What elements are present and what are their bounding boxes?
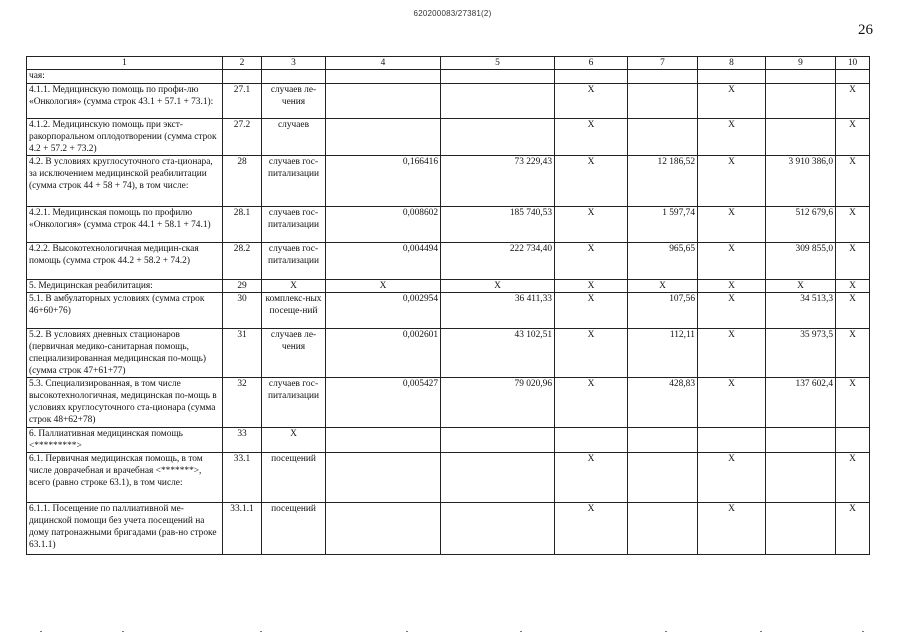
col10-value: Х (836, 503, 870, 555)
row-unit (262, 70, 326, 84)
col5-value (441, 70, 555, 84)
table-row (27, 207, 870, 243)
col8-value: Х (698, 207, 766, 243)
col7-value (628, 503, 698, 555)
table-row (27, 119, 870, 156)
col6-value: Х (555, 378, 628, 428)
col4-value (326, 503, 441, 555)
scan-dot (760, 631, 762, 632)
col4-value (326, 119, 441, 156)
col8-value: Х (698, 293, 766, 329)
row-code (223, 70, 262, 84)
col7-value: 112,11 (628, 329, 698, 378)
header-cell: 7 (628, 57, 698, 70)
col9-value (766, 453, 836, 503)
col6-value: Х (555, 243, 628, 280)
col10-value: Х (836, 293, 870, 329)
col10-value (836, 70, 870, 84)
col5-value: 222 734,40 (441, 243, 555, 280)
col6-value: Х (555, 207, 628, 243)
row-unit: Х (262, 280, 326, 293)
row-description: 4.1.2. Медицинскую помощь при экст-ракорпоральном оплодотворении (сумма строк 4.2 + 57.2 + 73.2) (27, 119, 223, 156)
row-code: 32 (223, 378, 262, 428)
col10-value: Х (836, 280, 870, 293)
header-cell: 3 (262, 57, 326, 70)
col5-value (441, 453, 555, 503)
col4-value (326, 453, 441, 503)
row-description: 6.1. Первичная медицинская помощь, в том числе доврачебная и врачебная <*******>, всего (равно строке 63.1), в том числе: (27, 453, 223, 503)
col8-value: Х (698, 84, 766, 119)
col5-value: Х (441, 280, 555, 293)
col6-value (555, 70, 628, 84)
header-cell: 8 (698, 57, 766, 70)
row-description: 4.2. В условиях круглосуточного ста-ционара, за исключением медицинской реабилитации (сумма строк 44 + 58 + 74), в том числе: (27, 156, 223, 207)
col6-value: Х (555, 119, 628, 156)
row-description: 5. Медицинская реабилитация: (27, 280, 223, 293)
col8-value: Х (698, 378, 766, 428)
col6-value: Х (555, 156, 628, 207)
col9-value (766, 119, 836, 156)
col8-value: Х (698, 119, 766, 156)
table-row (27, 329, 870, 378)
col10-value: Х (836, 207, 870, 243)
page-number: 26 (858, 22, 873, 38)
row-description: 5.1. В амбулаторных условиях (сумма строк 46+60+76) (27, 293, 223, 329)
col5-value (441, 503, 555, 555)
table-row (27, 453, 870, 503)
col7-value (628, 453, 698, 503)
header-cell: 4 (326, 57, 441, 70)
document-id: 620200083/27381(2) (413, 9, 492, 18)
col6-value: Х (555, 280, 628, 293)
col4-value: 0,008602 (326, 207, 441, 243)
col4-value: 0,002954 (326, 293, 441, 329)
row-unit: Х (262, 428, 326, 453)
scan-dot (40, 631, 42, 632)
row-unit: посещений (262, 453, 326, 503)
row-unit: посещений (262, 503, 326, 555)
col8-value: Х (698, 156, 766, 207)
col4-value (326, 70, 441, 84)
col7-value: Х (628, 280, 698, 293)
table-row (27, 243, 870, 280)
col5-value: 79 020,96 (441, 378, 555, 428)
row-code: 31 (223, 329, 262, 378)
scan-dot (122, 631, 124, 632)
col7-value (628, 428, 698, 453)
col6-value: Х (555, 329, 628, 378)
row-unit: случаев гос-питализации (262, 207, 326, 243)
row-code: 28 (223, 156, 262, 207)
col8-value (698, 70, 766, 84)
col4-value: 0,166416 (326, 156, 441, 207)
col8-value: Х (698, 453, 766, 503)
scan-noise (0, 631, 905, 637)
col9-value: 3 910 386,0 (766, 156, 836, 207)
col7-value: 1 597,74 (628, 207, 698, 243)
scan-dot (665, 631, 667, 632)
col5-value: 185 740,53 (441, 207, 555, 243)
col5-value (441, 84, 555, 119)
table-row (27, 84, 870, 119)
col9-value: 35 973,5 (766, 329, 836, 378)
row-unit: случаев гос-питализации (262, 243, 326, 280)
row-code: 30 (223, 293, 262, 329)
header-cell: 10 (836, 57, 870, 70)
col10-value: Х (836, 329, 870, 378)
table-row (27, 503, 870, 555)
table-header-row (27, 57, 870, 70)
header-cell: 5 (441, 57, 555, 70)
row-description: 4.1.1. Медицинскую помощь по профи-лю «Онкология» (сумма строк 43.1 + 57.1 + 73.1): (27, 84, 223, 119)
col5-value (441, 119, 555, 156)
col9-value: 34 513,3 (766, 293, 836, 329)
table-row (27, 156, 870, 207)
col6-value (555, 428, 628, 453)
col10-value: Х (836, 453, 870, 503)
col8-value (698, 428, 766, 453)
row-code: 33 (223, 428, 262, 453)
table-row (27, 378, 870, 428)
row-unit: случаев ле-чения (262, 329, 326, 378)
scan-dot (520, 631, 522, 632)
col4-value: 0,002601 (326, 329, 441, 378)
col9-value (766, 84, 836, 119)
col5-value (441, 428, 555, 453)
scan-dot (406, 631, 408, 632)
col6-value: Х (555, 453, 628, 503)
col9-value: 137 602,4 (766, 378, 836, 428)
row-code: 27.1 (223, 84, 262, 119)
row-code: 27.2 (223, 119, 262, 156)
col9-value (766, 503, 836, 555)
header-cell: 9 (766, 57, 836, 70)
col7-value (628, 84, 698, 119)
row-code: 33.1 (223, 453, 262, 503)
col6-value: Х (555, 293, 628, 329)
table-row (27, 428, 870, 453)
col9-value: Х (766, 280, 836, 293)
header-cell: 1 (27, 57, 223, 70)
col8-value: Х (698, 243, 766, 280)
col6-value: Х (555, 503, 628, 555)
col7-value: 965,65 (628, 243, 698, 280)
col4-value (326, 84, 441, 119)
row-unit: случаев гос-питализации (262, 156, 326, 207)
table-row (27, 70, 870, 84)
scan-dot (862, 631, 864, 632)
row-code: 28.2 (223, 243, 262, 280)
col9-value (766, 70, 836, 84)
col7-value (628, 70, 698, 84)
col9-value (766, 428, 836, 453)
col10-value: Х (836, 243, 870, 280)
row-unit: комплекс-ных посеще-ний (262, 293, 326, 329)
col6-value: Х (555, 84, 628, 119)
col10-value: Х (836, 119, 870, 156)
row-unit: случаев (262, 119, 326, 156)
col4-value: 0,004494 (326, 243, 441, 280)
row-description: 5.3. Специализированная, в том числе высокотехнологичная, медицинская по-мощь в условиях круглосуточного ста-ционара (сумма строк 48+62+78) (27, 378, 223, 428)
table-row (27, 280, 870, 293)
row-unit: случаев гос-питализации (262, 378, 326, 428)
col9-value: 309 855,0 (766, 243, 836, 280)
row-description: чая: (27, 70, 223, 84)
row-unit: случаев ле-чения (262, 84, 326, 119)
col5-value: 36 411,33 (441, 293, 555, 329)
row-description: 4.2.2. Высокотехнологичная медицин-ская помощь (сумма строк 44.2 + 58.2 + 74.2) (27, 243, 223, 280)
row-code: 29 (223, 280, 262, 293)
col9-value: 512 679,6 (766, 207, 836, 243)
header-cell: 6 (555, 57, 628, 70)
col7-value: 107,56 (628, 293, 698, 329)
row-description: 6. Паллиативная медицинская помощь <*********> (27, 428, 223, 453)
col4-value: Х (326, 280, 441, 293)
data-table (26, 56, 870, 555)
col10-value: Х (836, 378, 870, 428)
col8-value: Х (698, 329, 766, 378)
table-row (27, 293, 870, 329)
col10-value: Х (836, 156, 870, 207)
col8-value: Х (698, 280, 766, 293)
col4-value (326, 428, 441, 453)
col5-value: 43 102,51 (441, 329, 555, 378)
header-cell: 2 (223, 57, 262, 70)
col4-value: 0,005427 (326, 378, 441, 428)
row-code: 33.1.1 (223, 503, 262, 555)
col8-value: Х (698, 503, 766, 555)
row-description: 6.1.1. Посещение по паллиативной ме-дицинской помощи без учета посещений на дому патронажными бригадами (рав-но строке 63.1.1) (27, 503, 223, 555)
col7-value (628, 119, 698, 156)
row-code: 28.1 (223, 207, 262, 243)
row-description: 5.2. В условиях дневных стационаров (первичная медико-санитарная помощь, специализированная медицинская по-мощь) (сумма строк 47+61+77) (27, 329, 223, 378)
col5-value: 73 229,43 (441, 156, 555, 207)
scan-dot (260, 631, 262, 632)
col10-value (836, 428, 870, 453)
col10-value: Х (836, 84, 870, 119)
col7-value: 12 186,52 (628, 156, 698, 207)
row-description: 4.2.1. Медицинская помощь по профилю «Онкология» (сумма строк 44.1 + 58.1 + 74.1) (27, 207, 223, 243)
col7-value: 428,83 (628, 378, 698, 428)
